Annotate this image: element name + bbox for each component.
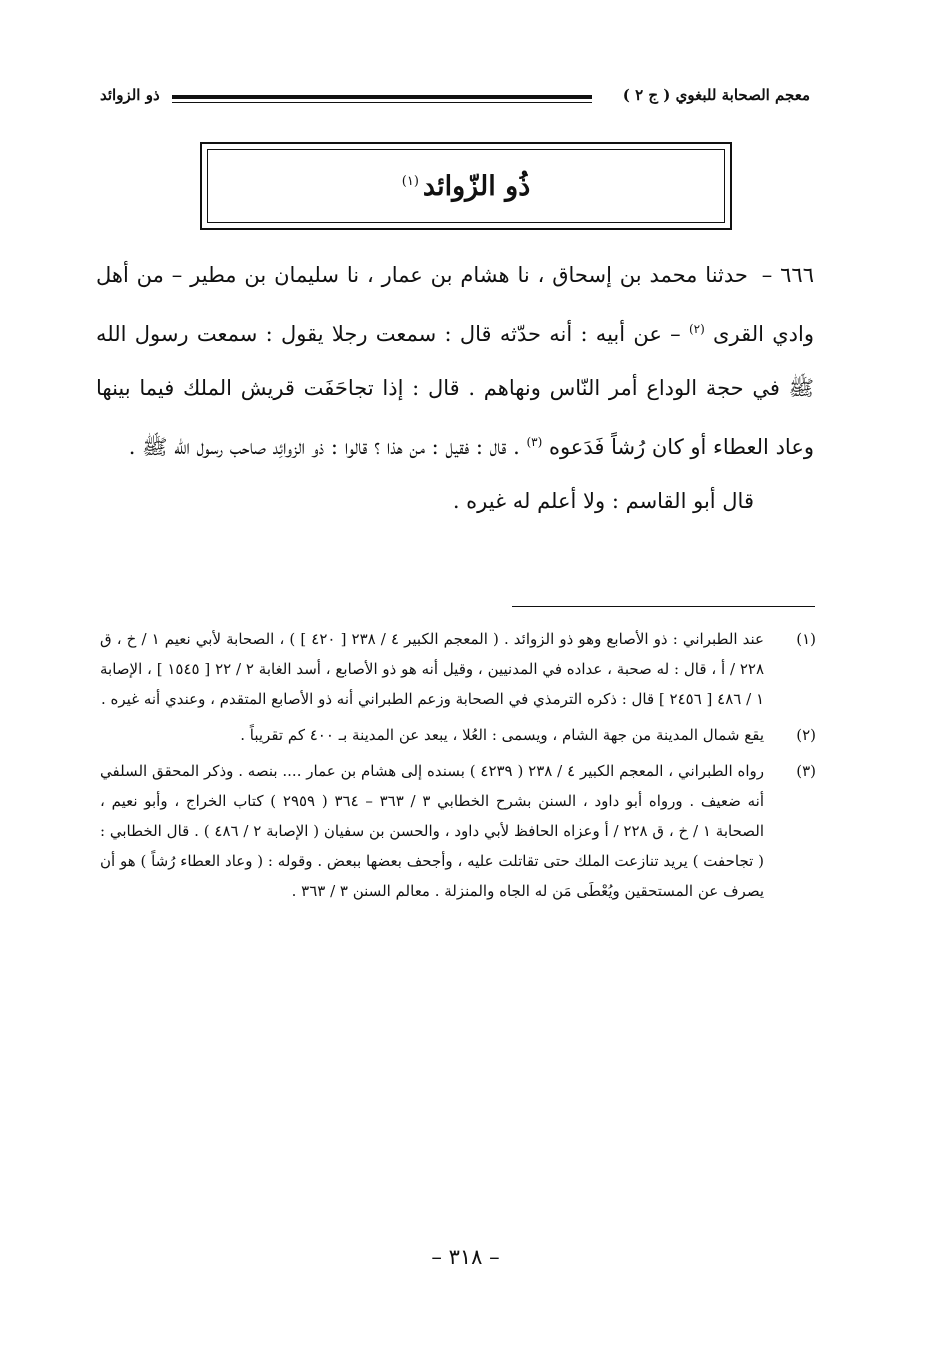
footnote-2 [100,720,816,750]
footnote-number: (١) [796,630,816,648]
entry-title-text: ذُو الزّوائد [422,170,531,202]
footnote-text: يقع شمال المدينة من جهة الشام ، ويسمى : العُلا ، يبعد عن المدينة بـ ٤٠٠ كم تقريباً . [240,726,764,744]
hadith-part-3: . قال : فقيل : من هذا ؟ قالوا : ذو الزوائِد صاحب رسول الله ﷺ . [128,435,520,459]
footnote-separator [512,606,815,607]
hadith-part-2: – عن أبيه : أنه حدّثه قال : سمعت رجلا يقول : سمعت رسول الله ﷺ في حجة الوداع أمر النّاس ونهاهم . قال : إذا تجاحَفَت قريش الملك فيما بينها وعاد العطاء أو كان رُشاً فَدَعوه [96,322,814,459]
hadith-part-1: حدثنا محمد بن إسحاق ، نا هشام بن عمار ، نا سليمان بن مطير – من أهل وادي القرى [96,263,814,346]
hadith-text [96,248,814,528]
title-inner-frame [207,149,725,223]
footnote-text: عند الطبراني : ذو الأصابع وهو ذو الزوائد . ( المعجم الكبير ٤ / ٢٣٨ [ ٤٢٠ ] ) ، الصحابة لأبي نعيم ١ / خ ، ق ٢٢٨ / أ ، قال : له صحبة ، عداده في المدنيين ، وقيل أنه هو ذو الأصابع ، أسد الغابة ٢ / ٢٢ [ ١٥٤٥ ] ، الإصابة ١ / ٤٨٦ [ ٢٤٥٦ ] قال : ذكره الترمذي في الصحابة وزعم الطبراني أنه ذو الأصابع المتقدم ، وعندي أنه غيره . [100,630,765,708]
footnotes [100,624,816,912]
footnote-1 [100,624,816,714]
footnote-ref-2: (٢) [688,322,705,336]
header-rule [172,95,592,99]
page-number: – ٣١٨ – [431,1245,500,1269]
author-remark: قال أبو القاسم : ولا أعلم له غيره . [452,489,754,513]
title-footnote-ref: (١) [401,173,419,189]
footnote-3 [100,756,816,906]
title-frame [200,142,732,230]
book-title: معجم الصحابة للبغوي ( ج ٢ ) [622,86,810,104]
footnote-text: رواه الطبراني ، المعجم الكبير ٤ / ٢٣٨ ( ٤٢٣٩ ) بسنده إلى هشام بن عمار .... بنصه . وذكر المحقق السلفي أنه ضعيف . ورواه أبو داود ، السنن بشرح الخطابي ٣ / ٣٦٣ – ٣٦٤ ( ٢٩٥٩ ) كتاب الخراج ، وأبو نعيم ، الصحابة ١ / خ ، ق ٢٢٨ / أ وعزاه الحافظ لأبي داود ، والحسن بن سفيان ( الإصابة ٢ / ٤٨٦ ) . قال الخطابي : ( تجاحفت ) يريد تنازعت الملك حتى تقاتلت عليه ، وأجحف بعضها ببعض . وقوله : ( وعاد العطاء رُشاً ) هو أن يصرف عن المستحقين ويُعْطَى مَن له الجاه والمنزلة . معالم السنن ٣ / ٣٦٣ . [100,762,765,900]
entry-title [402,171,530,202]
hadith-number: ٦٦٦ – [761,263,814,287]
footnote-number: (٢) [796,726,816,744]
running-header [100,86,810,116]
footnote-number: (٣) [796,762,816,780]
footnote-ref-3: (٣) [526,435,543,449]
hadith-paragraph [96,248,814,474]
chapter-name: ذو الزوائد [100,86,160,104]
